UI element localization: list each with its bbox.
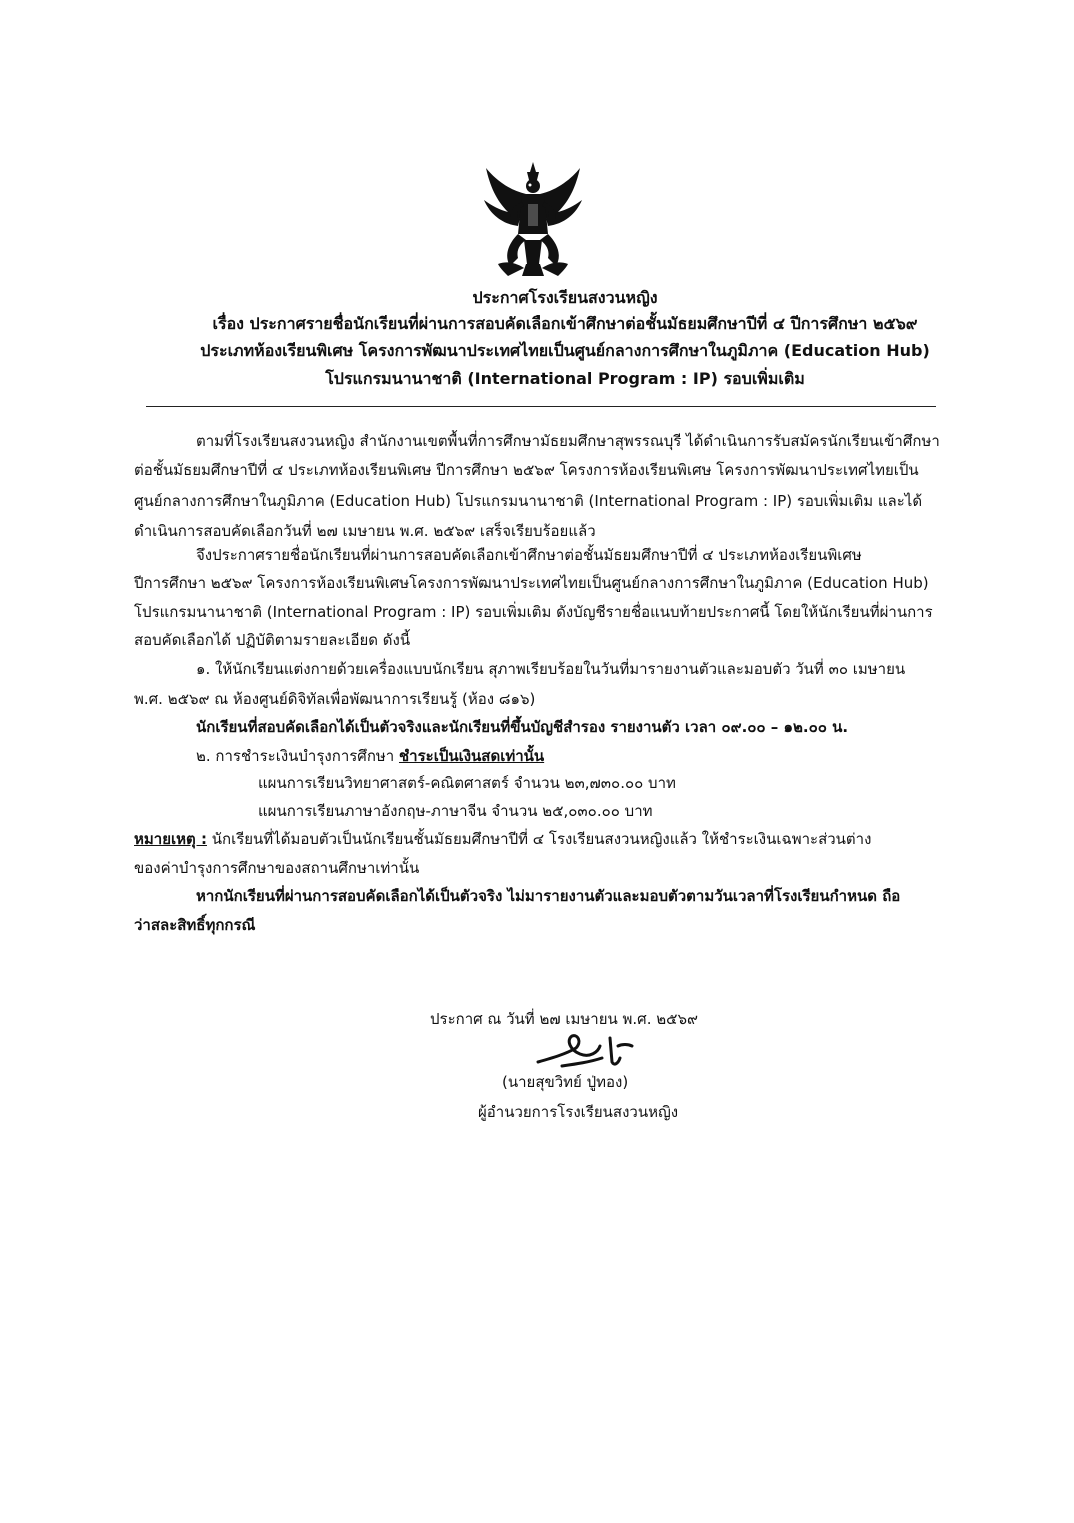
paragraph-1-line-3: ศูนย์กลางการศึกษาในภูมิภาค (Education Hub) โปรแกรมนานาชาติ (International Program : IP) รอบเพิ่มเติม และได้ xyxy=(134,492,923,510)
item-2-prefix: ๒. การชำระเงินบำรุงการศึกษา xyxy=(196,747,399,765)
item-1-report-time: นักเรียนที่สอบคัดเลือกได้เป็นตัวจริงและนักเรียนที่ขึ้นบัญชีสำรอง รายงานตัว เวลา ๐๙.๐๐ – ๑๒.๐๐ น. xyxy=(196,718,849,736)
signature xyxy=(532,1028,642,1074)
item-2-cash-only: ชำระเป็นเงินสดเท่านั้น xyxy=(398,747,545,765)
note-label: หมายเหตุ : xyxy=(134,830,207,848)
item-2-line xyxy=(196,746,544,766)
fee-english-chinese: แผนการเรียนภาษาอังกฤษ-ภาษาจีน จำนวน ๒๕,๐๓๐.๐๐ บาท xyxy=(258,802,653,820)
warning-line-1: หากนักเรียนที่ผ่านการสอบคัดเลือกได้เป็นตัวจริง ไม่มารายงานตัวและมอบตัวตามวันเวลาที่โรงเรียนกำหนด ถือ xyxy=(196,887,901,905)
signer-title: ผู้อำนวยการโรงเรียนสงวนหญิง xyxy=(478,1103,679,1121)
paragraph-1-line-2: ต่อชั้นมัธยมศึกษาปีที่ ๔ ประเภทห้องเรียนพิเศษ ปีการศึกษา ๒๕๖๙ โครงการห้องเรียนพิเศษ โครงการพัฒนาประเทศไทยเป็น xyxy=(134,461,919,479)
item-1-line-1: ๑. ให้นักเรียนแต่งกายด้วยเครื่องแบบนักเรียน สุภาพเรียบร้อยในวันที่มารายงานตัวและมอบตัว วันที่ ๓๐ เมษายน xyxy=(196,660,906,678)
signer-name: (นายสุขวิทย์ ปู่ทอง) xyxy=(502,1073,629,1091)
paragraph-1-line-4: ดำเนินการสอบคัดเลือกวันที่ ๒๗ เมษายน พ.ศ. ๒๕๖๙ เสร็จเรียบร้อยแล้ว xyxy=(134,522,596,540)
garuda-emblem xyxy=(478,160,588,278)
item-1-line-2: พ.ศ. ๒๕๖๙ ณ ห้องศูนย์ดิจิทัลเพื่อพัฒนาการเรียนรู้ (ห้อง ๘๑๖) xyxy=(134,690,536,708)
note-text: นักเรียนที่ได้มอบตัวเป็นนักเรียนชั้นมัธยมศึกษาปีที่ ๔ โรงเรียนสงวนหญิงแล้ว ให้ชำระเงินเฉพาะส่วนต่าง xyxy=(206,830,872,848)
paragraph-2-line-3: โปรแกรมนานาชาติ (International Program : IP) รอบเพิ่มเติม ดังบัญชีรายชื่อแนบท้ายประกาศนี้ โดยให้นักเรียนที่ผ่านการ xyxy=(134,603,933,621)
paragraph-2-line-2: ปีการศึกษา ๒๕๖๙ โครงการห้องเรียนพิเศษโครงการพัฒนาประเทศไทยเป็นศูนย์กลางการศึกษาในภูมิภาค (Education Hub) xyxy=(134,574,929,592)
announcement-date: ประกาศ ณ วันที่ ๒๗ เมษายน พ.ศ. ๒๕๖๙ xyxy=(430,1010,698,1028)
header-divider xyxy=(146,406,936,407)
note-line-1 xyxy=(134,829,871,849)
fee-science-math: แผนการเรียนวิทยาศาสตร์-คณิตศาสตร์ จำนวน ๒๓,๗๓๐.๐๐ บาท xyxy=(258,774,676,792)
note-line-2: ของค่าบำรุงการศึกษาของสถานศึกษาเท่านั้น xyxy=(134,859,420,877)
subject-line-3: โปรแกรมนานาชาติ (International Program : IP) รอบเพิ่มเติม xyxy=(325,369,805,388)
announcement-org: ประกาศโรงเรียนสงวนหญิง xyxy=(472,288,658,307)
paragraph-2-line-1: จึงประกาศรายชื่อนักเรียนที่ผ่านการสอบคัดเลือกเข้าศึกษาต่อชั้นมัธยมศึกษาปีที่ ๔ ประเภทห้องเรียนพิเศษ xyxy=(196,546,862,564)
paragraph-2-line-4: สอบคัดเลือกได้ ปฏิบัติตามรายละเอียด ดังนี้ xyxy=(134,631,411,649)
subject-line-1: เรื่อง ประกาศรายชื่อนักเรียนที่ผ่านการสอบคัดเลือกเข้าศึกษาต่อชั้นมัธยมศึกษาปีที่ ๔ ปีการศึกษา ๒๕๖๙ xyxy=(212,314,918,333)
warning-line-2: ว่าสละสิทธิ์ทุกกรณี xyxy=(134,916,256,934)
subject-line-2: ประเภทห้องเรียนพิเศษ โครงการพัฒนาประเทศไทยเป็นศูนย์กลางการศึกษาในภูมิภาค (Education Hub) xyxy=(200,341,930,360)
paragraph-1-line-1: ตามที่โรงเรียนสงวนหญิง สำนักงานเขตพื้นที่การศึกษามัธยมศึกษาสุพรรณบุรี ได้ดำเนินการรับสมัครนักเรียนเข้าศึกษา xyxy=(196,432,940,450)
